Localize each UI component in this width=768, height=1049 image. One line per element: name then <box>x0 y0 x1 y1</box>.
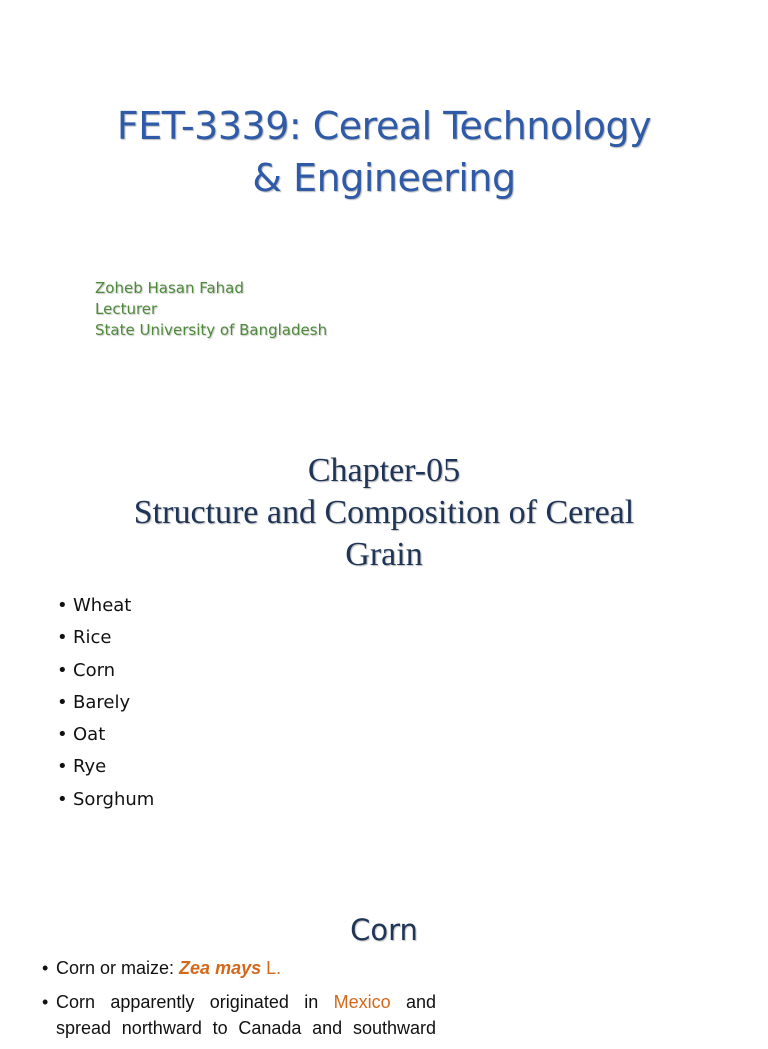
corn-bullet-1 <box>42 955 436 981</box>
corn-bullets <box>42 955 436 1049</box>
chapter-slide <box>0 415 768 870</box>
course-title <box>0 100 768 204</box>
grain-item-barely: • Barely <box>57 687 154 719</box>
scientific-name: Zea mays <box>179 958 262 978</box>
corn-bullet-1-prefix: Corn or maize: <box>56 958 180 978</box>
corn-title: Corn <box>350 913 418 947</box>
corn-bullet-2-part-2: and <box>390 992 436 1012</box>
grain-item-wheat: • Wheat <box>57 590 154 622</box>
chapter-title <box>0 450 768 576</box>
corn-bullet-2-part-1: Corn apparently originated in <box>56 992 334 1012</box>
author-role: Lecturer <box>95 300 158 318</box>
corn-bullet-2-line-2: spread northward to Canada and southward <box>56 1018 436 1038</box>
chapter-heading-line-2: Grain <box>345 536 423 573</box>
course-title-line-1: FET-3339: Cereal Technology <box>116 104 652 148</box>
chapter-number: Chapter-05 <box>307 452 461 489</box>
grain-item-corn: • Corn <box>57 655 154 687</box>
origin-place: Mexico <box>333 992 391 1012</box>
author-name: Zoheb Hasan Fahad <box>95 279 244 297</box>
corn-bullet-2 <box>42 989 436 1041</box>
grain-item-rye: • Rye <box>57 751 154 783</box>
corn-bullet-2-line-1 <box>56 989 436 1015</box>
grain-item-rice: • Rice <box>57 622 154 654</box>
corn-bullet-1-suffix: L. <box>261 958 282 978</box>
chapter-heading-line-1: Structure and Composition of Cereal <box>133 494 635 531</box>
title-slide <box>0 0 768 415</box>
corn-slide <box>0 870 768 1038</box>
course-title-line-2: & Engineering <box>252 156 516 200</box>
author-block <box>95 278 327 341</box>
author-affiliation: State University of Bangladesh <box>95 321 328 339</box>
grain-item-sorghum: • Sorghum <box>57 784 154 816</box>
grain-list <box>57 590 154 816</box>
grain-item-oat: • Oat <box>57 719 154 751</box>
